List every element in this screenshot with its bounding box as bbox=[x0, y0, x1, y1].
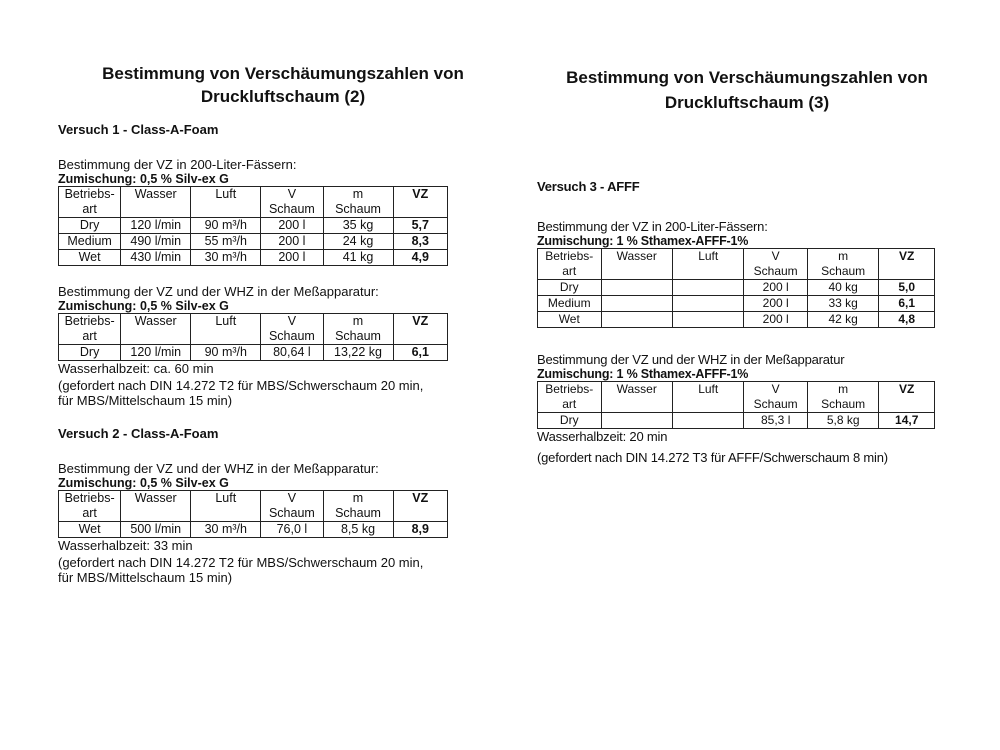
table-cell: 14,7 bbox=[879, 413, 935, 429]
table-cell: 76,0 l bbox=[261, 522, 323, 538]
table-cell: 85,3 l bbox=[744, 413, 808, 429]
table-cell: 24 kg bbox=[323, 234, 393, 250]
table-row bbox=[59, 234, 448, 250]
table-cell: 490 l/min bbox=[121, 234, 191, 250]
table-cell: 200 l bbox=[744, 280, 808, 296]
exp3-note2: (gefordert nach DIN 14.272 T3 für AFFF/Schwerschaum 8 min) bbox=[537, 450, 888, 465]
table-header-cell: m Schaum bbox=[323, 187, 393, 218]
table-cell: 5,7 bbox=[393, 218, 447, 234]
table-header-cell: Wasser bbox=[601, 249, 672, 280]
table-header-cell: Luft bbox=[191, 314, 261, 345]
table-row bbox=[538, 312, 935, 328]
table-header-cell: Wasser bbox=[121, 187, 191, 218]
table-row bbox=[59, 345, 448, 361]
table-cell: 40 kg bbox=[807, 280, 878, 296]
exp2-table bbox=[58, 490, 448, 538]
exp3-block2-mix: Zumischung: 1 % Sthamex-AFFF-1% bbox=[537, 367, 749, 381]
exp3-block1-intro: Bestimmung der VZ in 200-Liter-Fässern: bbox=[537, 219, 768, 234]
table-cell bbox=[672, 280, 743, 296]
table-header-row bbox=[538, 249, 935, 280]
table-cell bbox=[601, 280, 672, 296]
table-row bbox=[538, 296, 935, 312]
left-page bbox=[58, 62, 508, 585]
table-header-cell: Betriebs- art bbox=[59, 187, 121, 218]
table-header-cell: V Schaum bbox=[261, 491, 323, 522]
table-row bbox=[538, 280, 935, 296]
table-header-cell: Wasser bbox=[601, 382, 672, 413]
table-cell: 42 kg bbox=[807, 312, 878, 328]
table-header-cell: Luft bbox=[191, 187, 261, 218]
table-cell: 30 m³/h bbox=[191, 522, 261, 538]
table-cell: 6,1 bbox=[393, 345, 447, 361]
table-header-cell: m Schaum bbox=[323, 314, 393, 345]
table-row bbox=[59, 218, 448, 234]
table-cell bbox=[601, 312, 672, 328]
table-header-cell: V Schaum bbox=[744, 382, 808, 413]
table-cell: Wet bbox=[59, 250, 121, 266]
table-cell: 200 l bbox=[744, 296, 808, 312]
table-header-cell: Betriebs- art bbox=[59, 314, 121, 345]
table-header-cell: m Schaum bbox=[323, 491, 393, 522]
table-header-row bbox=[59, 491, 448, 522]
table-header-cell: Betriebs- art bbox=[538, 382, 602, 413]
table-cell: 80,64 l bbox=[261, 345, 323, 361]
table-cell: 4,8 bbox=[879, 312, 935, 328]
table-cell: 8,9 bbox=[393, 522, 447, 538]
exp3-block2-intro: Bestimmung der VZ und der WHZ in der Meßapparatur bbox=[537, 352, 845, 367]
exp3-table1 bbox=[537, 248, 935, 328]
table-cell bbox=[672, 413, 743, 429]
right-page bbox=[537, 65, 957, 465]
table-cell: Dry bbox=[59, 345, 121, 361]
table-header-cell: m Schaum bbox=[807, 249, 878, 280]
table-cell: 8,5 kg bbox=[323, 522, 393, 538]
table-header-cell: V Schaum bbox=[261, 314, 323, 345]
table-row bbox=[59, 522, 448, 538]
table-header-cell: Wasser bbox=[121, 314, 191, 345]
table-cell: Dry bbox=[59, 218, 121, 234]
table-cell: 6,1 bbox=[879, 296, 935, 312]
table-header-cell: V Schaum bbox=[744, 249, 808, 280]
table-cell: 55 m³/h bbox=[191, 234, 261, 250]
table-cell: Dry bbox=[538, 413, 602, 429]
table-header-cell: VZ bbox=[393, 491, 447, 522]
exp1-table1 bbox=[58, 186, 448, 266]
exp1-heading: Versuch 1 - Class-A-Foam bbox=[58, 122, 219, 137]
table-cell bbox=[601, 413, 672, 429]
exp1-block1-mix: Zumischung: 0,5 % Silv-ex G bbox=[58, 172, 229, 186]
table-cell: 30 m³/h bbox=[191, 250, 261, 266]
exp1-table2 bbox=[58, 313, 448, 361]
table-cell: 120 l/min bbox=[121, 218, 191, 234]
table-cell bbox=[672, 296, 743, 312]
exp2-note2: (gefordert nach DIN 14.272 T2 für MBS/Schwerschaum 20 min, bbox=[58, 555, 424, 570]
exp1-note1: Wasserhalbzeit: ca. 60 min bbox=[58, 361, 214, 376]
table-cell: 41 kg bbox=[323, 250, 393, 266]
table-cell: 430 l/min bbox=[121, 250, 191, 266]
table-cell: 5,8 kg bbox=[807, 413, 878, 429]
table-cell: 33 kg bbox=[807, 296, 878, 312]
table-cell: 5,0 bbox=[879, 280, 935, 296]
table-header-cell: Betriebs- art bbox=[59, 491, 121, 522]
table-cell bbox=[672, 312, 743, 328]
table-row bbox=[538, 413, 935, 429]
right-title: Bestimmung von Verschäumungszahlen von Druckluftschaum (3) bbox=[566, 68, 928, 112]
exp2-intro: Bestimmung der VZ und der WHZ in der Meßapparatur: bbox=[58, 461, 379, 476]
table-cell: Dry bbox=[538, 280, 602, 296]
exp1-block2-mix: Zumischung: 0,5 % Silv-ex G bbox=[58, 299, 229, 313]
table-header-cell: VZ bbox=[879, 382, 935, 413]
table-header-cell: Luft bbox=[672, 382, 743, 413]
table-header-row bbox=[59, 314, 448, 345]
table-header-cell: VZ bbox=[879, 249, 935, 280]
table-header-cell: m Schaum bbox=[807, 382, 878, 413]
table-cell: 90 m³/h bbox=[191, 218, 261, 234]
table-header-row bbox=[59, 187, 448, 218]
table-cell: 500 l/min bbox=[121, 522, 191, 538]
table-cell: 8,3 bbox=[393, 234, 447, 250]
table-header-cell: Betriebs- art bbox=[538, 249, 602, 280]
exp3-table2 bbox=[537, 381, 935, 429]
table-header-cell: Luft bbox=[672, 249, 743, 280]
table-cell: Wet bbox=[59, 522, 121, 538]
exp2-mix: Zumischung: 0,5 % Silv-ex G bbox=[58, 476, 229, 490]
table-header-cell: V Schaum bbox=[261, 187, 323, 218]
left-title: Bestimmung von Verschäumungszahlen von Druckluftschaum (2) bbox=[102, 64, 464, 106]
table-header-cell: VZ bbox=[393, 314, 447, 345]
table-cell: Wet bbox=[538, 312, 602, 328]
exp3-note1: Wasserhalbzeit: 20 min bbox=[537, 429, 668, 444]
table-cell: Medium bbox=[538, 296, 602, 312]
exp2-note1: Wasserhalbzeit: 33 min bbox=[58, 538, 193, 553]
exp1-note3: für MBS/Mittelschaum 15 min) bbox=[58, 393, 233, 408]
exp3-heading: Versuch 3 - AFFF bbox=[537, 179, 640, 194]
table-cell: 90 m³/h bbox=[191, 345, 261, 361]
table-cell: Medium bbox=[59, 234, 121, 250]
exp3-block1-mix: Zumischung: 1 % Sthamex-AFFF-1% bbox=[537, 234, 749, 248]
table-cell: 200 l bbox=[261, 250, 323, 266]
exp2-note3: für MBS/Mittelschaum 15 min) bbox=[58, 570, 233, 585]
table-cell: 200 l bbox=[261, 234, 323, 250]
exp1-note2: (gefordert nach DIN 14.272 T2 für MBS/Schwerschaum 20 min, bbox=[58, 378, 424, 393]
table-cell bbox=[601, 296, 672, 312]
table-header-cell: Luft bbox=[191, 491, 261, 522]
table-cell: 200 l bbox=[744, 312, 808, 328]
table-header-cell: Wasser bbox=[121, 491, 191, 522]
exp2-heading: Versuch 2 - Class-A-Foam bbox=[58, 426, 219, 441]
exp1-block1-intro: Bestimmung der VZ in 200-Liter-Fässern: bbox=[58, 157, 297, 172]
table-cell: 13,22 kg bbox=[323, 345, 393, 361]
table-cell: 4,9 bbox=[393, 250, 447, 266]
table-header-cell: VZ bbox=[393, 187, 447, 218]
table-row bbox=[59, 250, 448, 266]
table-cell: 200 l bbox=[261, 218, 323, 234]
table-cell: 120 l/min bbox=[121, 345, 191, 361]
table-header-row bbox=[538, 382, 935, 413]
exp1-block2-intro: Bestimmung der VZ und der WHZ in der Meßapparatur: bbox=[58, 284, 379, 299]
table-cell: 35 kg bbox=[323, 218, 393, 234]
